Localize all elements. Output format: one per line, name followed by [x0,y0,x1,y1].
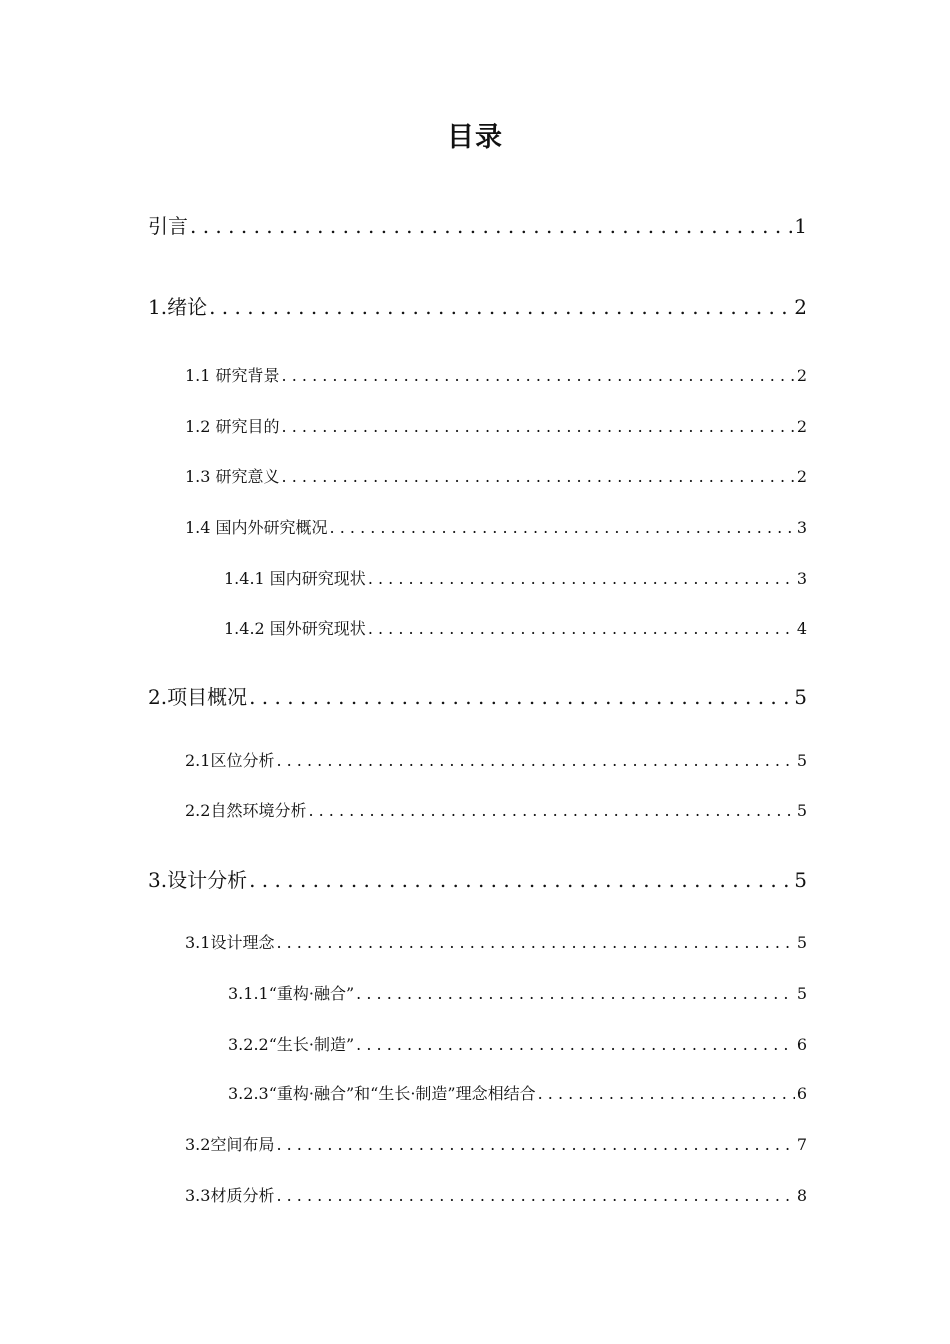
toc-entry-page: 3 [796,569,807,588]
toc-entry-page: 3 [796,518,807,537]
toc-entry-label: 1.2 研究目的 [185,417,280,436]
toc-entry-label: 1.绪论 [148,295,208,319]
toc-entry-1-4-2[interactable] [224,616,807,642]
toc-entry-3-2[interactable] [185,1132,807,1158]
dot-leader [276,930,794,956]
toc-entry-3-1-1[interactable] [228,981,807,1007]
toc-entry-label: 1.4.2 国外研究现状 [224,619,366,638]
toc-entry-label: 2.项目概况 [148,685,248,709]
dot-leader [356,1032,795,1058]
toc-entry-label: 3.2空间布局 [185,1135,275,1154]
dot-leader [356,981,795,1007]
toc-entry-page: 1 [794,214,807,238]
dot-leader [249,865,792,895]
dot-leader [282,464,795,490]
dot-leader [209,292,792,322]
toc-entry-label: 1.3 研究意义 [185,467,280,486]
toc-entry-page: 5 [796,933,807,952]
toc-entry-page: 2 [794,295,807,319]
toc-entry-1-3[interactable] [185,464,807,490]
dot-leader [249,682,792,712]
dot-leader [276,748,794,774]
toc-entry-2-1[interactable] [185,748,807,774]
dot-leader [308,798,794,824]
toc-entry-label: 1.1 研究背景 [185,366,280,385]
toc-entry-3-2-2[interactable] [228,1032,807,1058]
toc-entry-chapter-1[interactable] [148,292,807,322]
toc-entry-1-4-1[interactable] [224,566,807,592]
dot-leader [276,1132,794,1158]
toc-entry-3-1[interactable] [185,930,807,956]
dot-leader [276,1183,794,1209]
toc-entry-label: 1.4.1 国内研究现状 [224,569,366,588]
dot-leader [282,363,795,389]
toc-entry-chapter-2[interactable] [148,682,807,712]
toc-entry-2-2[interactable] [185,798,807,824]
toc-entry-page: 6 [796,1035,807,1054]
toc-entry-1-4[interactable] [185,515,807,541]
dot-leader [282,414,795,440]
toc-entry-page: 2 [796,417,807,436]
toc-entry-label: 3.设计分析 [148,868,248,892]
toc-entry-page: 5 [796,751,807,770]
toc-entry-label: 3.2.3“重构·融合”和“生长·制造”理念相结合 [228,1084,536,1103]
toc-entry-1-1[interactable] [185,363,807,389]
toc-entry-page: 5 [796,801,807,820]
toc-entry-page: 5 [794,868,807,892]
dot-leader [538,1081,795,1107]
toc-entry-label: 1.4 国内外研究概况 [185,518,328,537]
dot-leader [190,211,792,241]
dot-leader [368,566,795,592]
toc-entry-page: 5 [796,984,807,1003]
toc-entry-label: 3.1设计理念 [185,933,275,952]
toc-entry-page: 4 [796,619,807,638]
toc-entry-page: 6 [796,1084,807,1103]
toc-entry-page: 8 [796,1186,807,1205]
toc-entry-page: 2 [796,366,807,385]
dot-leader [368,616,795,642]
toc-entry-label: 3.1.1“重构·融合” [228,984,355,1003]
toc-entry-page: 5 [794,685,807,709]
toc-entry-intro[interactable] [148,211,807,241]
toc-entry-page: 7 [796,1135,807,1154]
toc-entry-3-3[interactable] [185,1183,807,1209]
toc-entry-label: 3.2.2“生长·制造” [228,1035,355,1054]
toc-entry-1-2[interactable] [185,414,807,440]
toc-entry-label: 2.1区位分析 [185,751,275,770]
toc-entry-chapter-3[interactable] [148,865,807,895]
toc-entry-label: 引言 [148,214,188,238]
toc-entry-page: 2 [796,467,807,486]
toc-entry-3-2-3[interactable] [228,1081,807,1107]
dot-leader [330,515,795,541]
toc-entry-label: 2.2自然环境分析 [185,801,307,820]
page-title: 目录 [447,122,503,153]
toc-entry-label: 3.3材质分析 [185,1186,275,1205]
